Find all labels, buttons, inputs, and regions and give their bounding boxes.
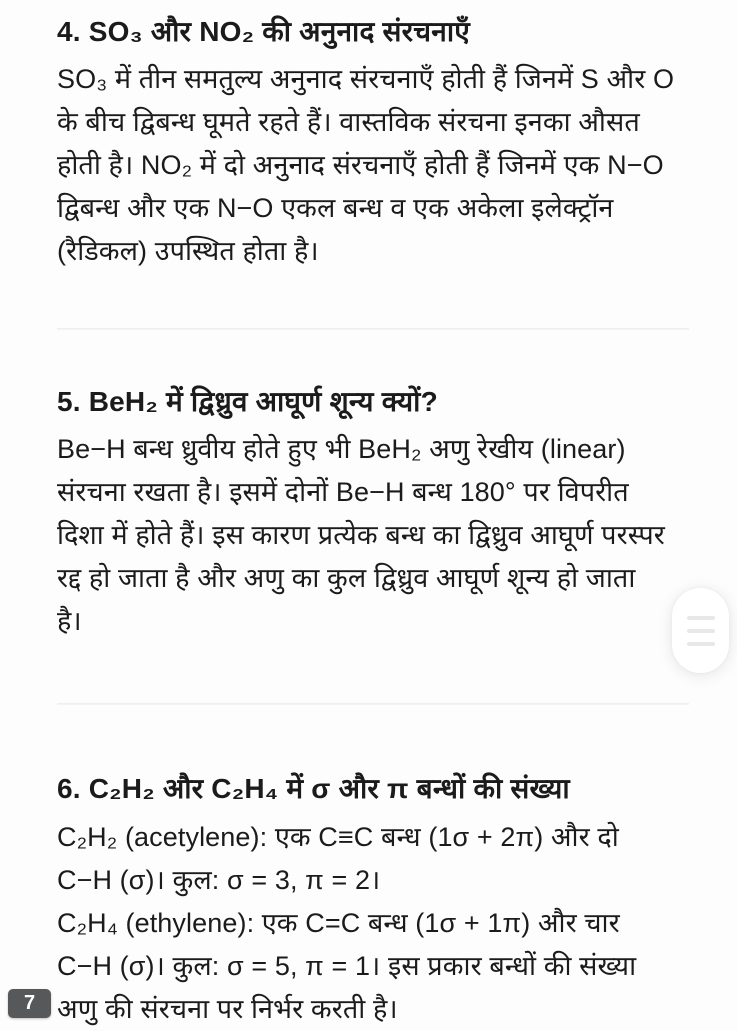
text-line: के बीच द्विबन्ध घूमते रहते हैं। वास्तविक संरचना इनका औसत: [57, 107, 640, 137]
section-4: [57, 14, 697, 273]
text-line: Be−H बन्ध ध्रुवीय होते हुए भी BeH₂ अणु रेखीय (linear): [57, 434, 626, 464]
hamburger-bar: [687, 629, 715, 633]
text-line: (रैडिकल) उपस्थित होता है।: [57, 236, 319, 266]
section-4-heading: 4. SO₃ और NO₂ की अनुनाद संरचनाएँ: [57, 16, 470, 47]
text-line: C−H (σ)। कुल: σ = 5, π = 1। इस प्रकार बन्धों की संख्या: [57, 951, 637, 981]
text-line: SO₃ में तीन समतुल्य अनुनाद संरचनाएँ होती हैं जिनमें S और O: [57, 64, 675, 94]
section-divider: [57, 703, 689, 705]
section-6: [57, 771, 697, 1031]
section-5: [57, 384, 697, 643]
text-line: होती है। NO₂ में दो अनुनाद संरचनाएँ होती हैं जिनमें एक N−O: [57, 150, 664, 180]
text-line: संरचना रखता है। इसमें दोनों Be−H बन्ध 180° पर विपरीत: [57, 477, 629, 507]
hamburger-bar: [687, 616, 715, 620]
text-line: रद्द हो जाता है और अणु का कुल द्विध्रुव आघूर्ण शून्य हो जाता: [57, 563, 636, 593]
text-line: द्विबन्ध और एक N−O एकल बन्ध व एक अकेला इलेक्ट्रॉन: [57, 193, 614, 223]
hamburger-bar: [687, 642, 715, 646]
text-line: C₂H₄ (ethylene): एक C=C बन्ध (1σ + 1π) और चार: [57, 908, 620, 938]
text-line: है।: [57, 606, 82, 636]
hamburger-menu-icon: [687, 616, 715, 646]
floating-menu-button[interactable]: [672, 588, 729, 673]
page-number-badge: 7: [8, 989, 51, 1018]
section-5-heading: 5. BeH₂ में द्विध्रुव आघूर्ण शून्य क्यों?: [57, 386, 438, 417]
text-line: C−H (σ)। कुल: σ = 3, π = 2।: [57, 865, 381, 895]
text-line: अणु की संरचना पर निर्भर करती है।: [57, 994, 398, 1024]
text-line: दिशा में होते हैं। इस कारण प्रत्येक बन्ध का द्विध्रुव आघूर्ण परस्पर: [57, 520, 665, 550]
text-line: C₂H₂ (acetylene): एक C≡C बन्ध (1σ + 2π) और दो: [57, 822, 619, 852]
section-divider: [57, 328, 689, 330]
section-6-heading: 6. C₂H₂ और C₂H₄ में σ और π बन्धों की संख्या: [57, 773, 570, 804]
